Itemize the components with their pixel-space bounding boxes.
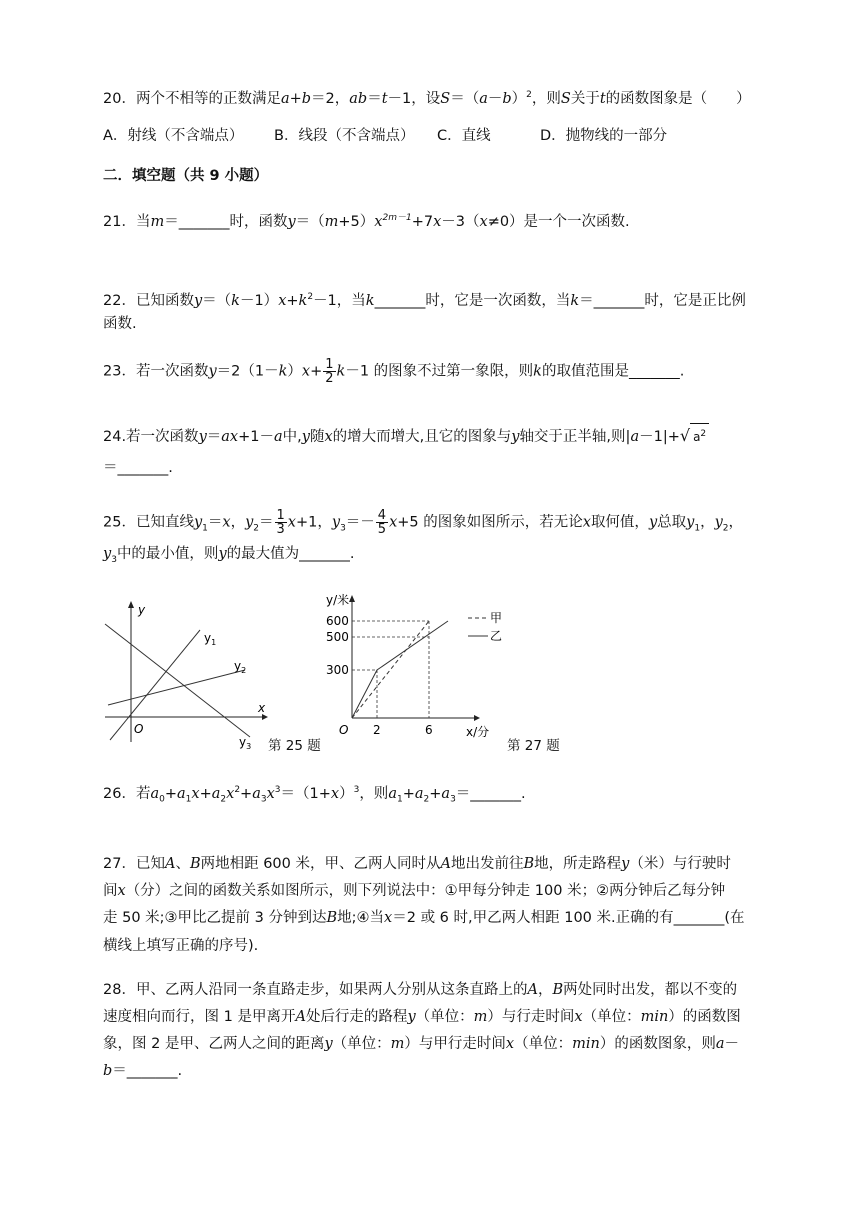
q24-text: 随 bbox=[309, 429, 325, 445]
q22-var: k bbox=[231, 292, 240, 309]
q26-sub: 2 bbox=[220, 794, 227, 805]
q26-sub: 3 bbox=[260, 794, 267, 805]
q27-var: A bbox=[440, 856, 451, 872]
q21-var: m bbox=[150, 213, 165, 230]
fig25-y-arrow bbox=[128, 601, 134, 608]
q21-text: －3（ bbox=[441, 213, 480, 230]
question-27-line-1 bbox=[103, 854, 731, 874]
q22-text: 22．已知函数 bbox=[103, 292, 194, 309]
q22-var: y bbox=[193, 292, 203, 309]
q22-exponent: 2 bbox=[307, 292, 314, 302]
q27-var: A bbox=[164, 856, 176, 872]
q22-text: －1） bbox=[239, 292, 279, 309]
question-20 bbox=[103, 85, 751, 109]
q25-fraction-2 bbox=[376, 509, 388, 536]
q21-text: +7 bbox=[411, 213, 434, 230]
q28-text: ）与甲行走时间 bbox=[404, 1036, 506, 1052]
q25-sub: 2 bbox=[722, 523, 729, 534]
q24-text: 的增大而增大,且它的图象与 bbox=[332, 429, 512, 445]
question-28-line-2 bbox=[103, 1007, 741, 1027]
q28-text: ）的函数图象，则 bbox=[599, 1036, 716, 1052]
q28-var: min bbox=[572, 1036, 600, 1052]
q26-text: ） bbox=[339, 785, 354, 802]
q26-text: ，则 bbox=[359, 785, 389, 802]
q25-text: 的最大值为_______. bbox=[226, 546, 355, 562]
fig25-y-label: y bbox=[138, 603, 146, 617]
q27-text: 地;④当 bbox=[337, 910, 385, 926]
fig27-origin: O bbox=[339, 723, 349, 737]
q24-sqrt bbox=[690, 423, 709, 447]
q25-text: ＝－ bbox=[345, 514, 375, 531]
fig27-tick-2: 2 bbox=[373, 723, 381, 737]
q25-text: 中的最小值，则 bbox=[116, 546, 219, 562]
q28-var: m bbox=[473, 1009, 488, 1025]
q28-text: 处后行走的路程 bbox=[305, 1009, 408, 1025]
fig25-label-y1: $y_1$ bbox=[204, 631, 217, 647]
q24-text: +1－ bbox=[238, 429, 274, 445]
q26-text: + bbox=[164, 785, 177, 802]
section-heading-fill-in: 二．填空题（共 9 小题） bbox=[103, 168, 269, 184]
q24-text: 中, bbox=[282, 429, 302, 445]
q24-text: 24.若一次函数 bbox=[103, 429, 199, 445]
q26-sub: 1 bbox=[185, 794, 192, 805]
q27-text: 27．已知 bbox=[103, 856, 165, 872]
q28-text: （单位： bbox=[582, 1009, 641, 1025]
q20-option-d: D．抛物线的一部分 bbox=[540, 128, 668, 144]
fig25-x-label: x bbox=[258, 701, 266, 715]
q27-text: ＝2 或 6 时,甲乙两人相距 100 米.正确的有_______(在 bbox=[392, 910, 745, 926]
q23-var: k bbox=[533, 363, 542, 380]
q27-text: 地出发前往 bbox=[450, 856, 524, 872]
q25-var: y bbox=[331, 514, 341, 531]
question-28-line-1 bbox=[103, 980, 737, 1000]
q26-exp: 3 bbox=[274, 785, 281, 795]
q27-var: x bbox=[117, 883, 126, 899]
question-27-line-4: 横线上填写正确的序号). bbox=[103, 938, 259, 954]
q28-var: A bbox=[527, 982, 538, 998]
q20-option-b: B．线段（不含端点） bbox=[274, 128, 415, 144]
q20-option-a: A．射线（不含端点） bbox=[103, 128, 244, 144]
q25-text: ， bbox=[728, 514, 744, 531]
q28-text: ）与行走时间 bbox=[487, 1009, 575, 1025]
q27-text: 间 bbox=[103, 883, 118, 899]
q27-text: 地，所走路程 bbox=[534, 856, 622, 872]
q26-text: ＝（1+ bbox=[280, 785, 331, 802]
q24-text: 轴交于正半轴,则| bbox=[519, 429, 631, 445]
q26-text: + bbox=[402, 785, 415, 802]
question-27-line-3 bbox=[103, 908, 745, 928]
q20-var: a bbox=[479, 90, 488, 107]
q20-text: 20．两个不相等的正数满足 bbox=[103, 90, 281, 107]
fig25-label-y3: $y_3$ bbox=[239, 735, 252, 750]
q25-var: x bbox=[582, 514, 591, 531]
q25-sub: 1 bbox=[694, 523, 701, 534]
q24-var: a bbox=[630, 429, 640, 445]
fig27-legend-jia: 甲 bbox=[490, 611, 503, 625]
q27-text: （米）与行驶时 bbox=[629, 856, 731, 872]
q25-sub: 3 bbox=[340, 523, 346, 534]
q28-var: y bbox=[407, 1009, 416, 1025]
q21-text: 21．当 bbox=[103, 213, 151, 230]
q20-var: t bbox=[599, 90, 606, 107]
q28-text: （单位： bbox=[332, 1036, 391, 1052]
question-25 bbox=[103, 509, 743, 538]
q22-text: ＝（ bbox=[202, 292, 232, 309]
q20-text: ，则 bbox=[531, 90, 561, 107]
q26-exp: 3 bbox=[353, 785, 360, 795]
q25-frac-den: 3 bbox=[276, 522, 285, 537]
question-22 bbox=[103, 287, 746, 311]
fig25-label-y2: $y_2$ bbox=[234, 659, 247, 675]
q28-text: 两处同时出发，都以不变的 bbox=[563, 982, 738, 998]
q25-text: ＝ bbox=[259, 514, 274, 531]
q23-var: x bbox=[301, 363, 311, 380]
q28-var: A bbox=[295, 1009, 306, 1025]
q26-text: + bbox=[240, 785, 253, 802]
q25-var: y bbox=[686, 514, 695, 531]
q25-sub: 1 bbox=[202, 523, 208, 534]
q22-var: k bbox=[365, 292, 375, 309]
q25-text: ， bbox=[230, 514, 246, 531]
q26-sub: 3 bbox=[450, 794, 456, 805]
q22-text: ＝_______时，它是正比例 bbox=[579, 292, 746, 309]
q28-text: （单位： bbox=[514, 1036, 573, 1052]
q25-var: y bbox=[245, 514, 254, 531]
q22-text: + bbox=[286, 292, 299, 309]
q26-exp: 2 bbox=[234, 785, 241, 795]
q20-text: ＝（ bbox=[450, 90, 480, 107]
q21-var: x bbox=[433, 213, 442, 230]
q24-var: x bbox=[324, 429, 333, 445]
q23-text: ） bbox=[287, 363, 302, 380]
fig25-origin: O bbox=[134, 722, 144, 736]
q21-text: ＝（ bbox=[295, 213, 325, 230]
q27-var: x bbox=[384, 910, 393, 926]
q20-exponent: 2 bbox=[526, 90, 532, 100]
fig27-tick-6: 6 bbox=[425, 723, 433, 737]
fig27-y-arrow bbox=[349, 595, 355, 602]
q28-var: x bbox=[505, 1036, 515, 1052]
q20-text: ＝ bbox=[367, 90, 382, 107]
q27-text: 走 50 米;③甲比乙提前 3 分钟到达 bbox=[103, 910, 327, 926]
fig27-y-label: y/米 bbox=[326, 593, 350, 607]
q28-text: 28．甲、乙两人沿同一条直路走步，如果两人分别从这条直路上的 bbox=[103, 982, 528, 998]
fig27-x-label: x/分 bbox=[466, 725, 490, 739]
q27-var: B bbox=[189, 856, 201, 872]
q20-text: － bbox=[487, 90, 503, 107]
q28-text: 象，图 2 是甲、乙两人之间的距离 bbox=[103, 1036, 325, 1052]
q26-sub: 1 bbox=[396, 794, 403, 805]
q26-text: ＝_______. bbox=[455, 785, 526, 802]
q23-text: + bbox=[310, 363, 323, 380]
question-28-line-3 bbox=[103, 1034, 739, 1054]
q22-text: －1，当 bbox=[313, 292, 366, 309]
q21-exponent: 2m－1 bbox=[382, 213, 412, 223]
q26-var: a bbox=[388, 785, 397, 802]
q22-text: _______时，它是一次函数，当 bbox=[374, 292, 571, 309]
q27-var: B bbox=[326, 910, 338, 926]
q28-text: ）的函数图 bbox=[668, 1009, 741, 1025]
q25-sub: 2 bbox=[253, 523, 260, 534]
q23-var: k bbox=[278, 363, 288, 380]
q25-text: ＝ bbox=[207, 514, 223, 531]
q25-frac-num: 1 bbox=[276, 508, 285, 523]
q26-text: 26．若 bbox=[103, 785, 151, 802]
question-23 bbox=[103, 358, 684, 385]
q25-var: y bbox=[218, 546, 227, 562]
q20-var: a+b bbox=[280, 90, 312, 107]
question-25-cont bbox=[103, 544, 355, 570]
q26-var: a bbox=[177, 785, 186, 802]
q24-text: ＝ bbox=[206, 429, 222, 445]
q26-var: a bbox=[441, 785, 451, 802]
figure-27-caption: 第 27 题 bbox=[507, 738, 560, 754]
fig25-line-y2 bbox=[108, 670, 245, 705]
q21-text: ≠0）是一个一次函数. bbox=[487, 213, 630, 230]
q25-text: 取何值， bbox=[590, 514, 649, 531]
radical-sign: √ bbox=[679, 426, 691, 445]
q27-text: 、 bbox=[175, 856, 190, 872]
q23-frac-num: 1 bbox=[325, 357, 334, 372]
q24-var: y bbox=[198, 429, 207, 445]
q21-var: y bbox=[287, 213, 296, 230]
fig27-tick-300: 300 bbox=[326, 663, 349, 677]
q20-text: 的函数图象是（ ） bbox=[605, 90, 751, 107]
fig27-legend-yi: 乙 bbox=[490, 629, 503, 643]
q21-var: x bbox=[374, 213, 383, 230]
q23-text: 的取值范围是_______. bbox=[541, 363, 685, 380]
q21-text: ＝_______时，函数 bbox=[164, 213, 288, 230]
q28-var: a bbox=[715, 1036, 725, 1052]
q26-sub: 2 bbox=[423, 794, 430, 805]
q26-text: + bbox=[429, 785, 442, 802]
q25-text: +5 的图象如图所示，若无论 bbox=[397, 514, 583, 531]
q24-var: y bbox=[511, 429, 520, 445]
q22-var: k bbox=[570, 292, 580, 309]
q24-var: a bbox=[273, 429, 283, 445]
q26-var: x bbox=[226, 785, 235, 802]
q20-var: S bbox=[440, 90, 451, 107]
q27-text: 两地相距 600 米，甲、乙两人同时从 bbox=[200, 856, 441, 872]
q20-text: 关于 bbox=[570, 90, 600, 107]
q25-var: x bbox=[287, 514, 296, 531]
q28-var: m bbox=[390, 1036, 405, 1052]
q26-text: + bbox=[199, 785, 212, 802]
figure-25-graph bbox=[100, 600, 270, 750]
q25-var: y bbox=[714, 514, 723, 531]
question-26 bbox=[103, 780, 526, 810]
question-21 bbox=[103, 208, 630, 232]
q20-text: －1，设 bbox=[387, 90, 441, 107]
q25-var: y bbox=[648, 514, 658, 531]
q25-sub: 3 bbox=[111, 554, 117, 565]
question-22-cont: 函数. bbox=[103, 316, 137, 332]
q21-text: +5） bbox=[338, 213, 375, 230]
q27-text: （分）之间的函数关系如图所示，则下列说法中：①甲每分钟走 100 米；②两分钟后乙每分钟 bbox=[125, 883, 726, 899]
q20-var: S bbox=[560, 90, 571, 107]
q26-var: x bbox=[191, 785, 200, 802]
q25-fraction-1 bbox=[275, 509, 287, 536]
q23-var: k bbox=[336, 363, 346, 380]
fig27-line-yi bbox=[352, 621, 448, 718]
q20-text: ） bbox=[511, 90, 527, 107]
q24-sqrt-exp: 2 bbox=[700, 429, 707, 439]
q20-var: b bbox=[502, 90, 512, 107]
question-28-line-4 bbox=[103, 1061, 182, 1081]
q23-text: 23．若一次函数 bbox=[103, 363, 209, 380]
q25-frac-num: 4 bbox=[377, 508, 387, 523]
q23-fraction bbox=[323, 358, 335, 385]
q27-var: y bbox=[621, 856, 630, 872]
q28-var: y bbox=[324, 1036, 333, 1052]
q20-text: ＝2， bbox=[311, 90, 350, 107]
q28-var: min bbox=[640, 1009, 669, 1025]
q20-var: t bbox=[381, 90, 388, 107]
q23-text: ＝2（1－ bbox=[216, 363, 279, 380]
q25-var: x bbox=[389, 514, 398, 531]
q26-var: x bbox=[330, 785, 340, 802]
q23-frac-den: 2 bbox=[325, 371, 334, 386]
q26-sub: 0 bbox=[159, 794, 165, 805]
q23-text: －1 的图象不过第一象限，则 bbox=[345, 363, 534, 380]
q25-var: y bbox=[103, 546, 112, 562]
q27-var: B bbox=[523, 856, 535, 872]
q28-text: 速度相向而行，图 1 是甲离开 bbox=[103, 1009, 296, 1025]
q24-sqrt-var: a bbox=[693, 430, 701, 444]
q24-text: －1|+ bbox=[639, 429, 680, 445]
q26-var: a bbox=[150, 785, 160, 802]
q26-var: x bbox=[266, 785, 275, 802]
q20-var: ab bbox=[349, 90, 368, 107]
q20-option-c: C．直线 bbox=[437, 128, 491, 144]
q28-text: － bbox=[724, 1036, 739, 1052]
figure-27-graph bbox=[316, 588, 516, 748]
q28-var: B bbox=[552, 982, 564, 998]
fig27-tick-600: 600 bbox=[326, 614, 349, 628]
q25-var: y bbox=[193, 514, 203, 531]
q22-var: x bbox=[278, 292, 287, 309]
question-27-line-2 bbox=[103, 881, 725, 901]
fig27-x-arrow bbox=[474, 715, 480, 721]
q25-text: 25．已知直线 bbox=[103, 514, 194, 531]
q28-var: x bbox=[574, 1009, 583, 1025]
q26-var: a bbox=[252, 785, 261, 802]
q21-var: x bbox=[479, 213, 488, 230]
question-24 bbox=[103, 423, 709, 447]
q25-text: +1， bbox=[295, 514, 332, 531]
q25-var: x bbox=[222, 514, 231, 531]
q23-var: y bbox=[208, 363, 217, 380]
q28-text: ＝_______. bbox=[112, 1063, 183, 1079]
q25-frac-den: 5 bbox=[377, 522, 387, 537]
q28-text: （单位： bbox=[415, 1009, 474, 1025]
q25-text: 总取 bbox=[657, 514, 687, 531]
question-24-cont: ＝_______. bbox=[103, 460, 173, 476]
q26-var: a bbox=[211, 785, 221, 802]
fig27-line-jia bbox=[352, 621, 429, 718]
fig27-tick-500: 500 bbox=[326, 630, 349, 644]
q25-text: ， bbox=[700, 514, 715, 531]
q24-var: ax bbox=[221, 429, 239, 445]
figure-25-caption: 第 25 题 bbox=[268, 738, 321, 754]
q24-var: y bbox=[301, 429, 310, 445]
q21-var: m bbox=[324, 213, 339, 230]
q28-text: ， bbox=[537, 982, 553, 998]
q22-var: k bbox=[298, 292, 308, 309]
q26-var: a bbox=[414, 785, 424, 802]
q28-var: b bbox=[103, 1063, 113, 1079]
